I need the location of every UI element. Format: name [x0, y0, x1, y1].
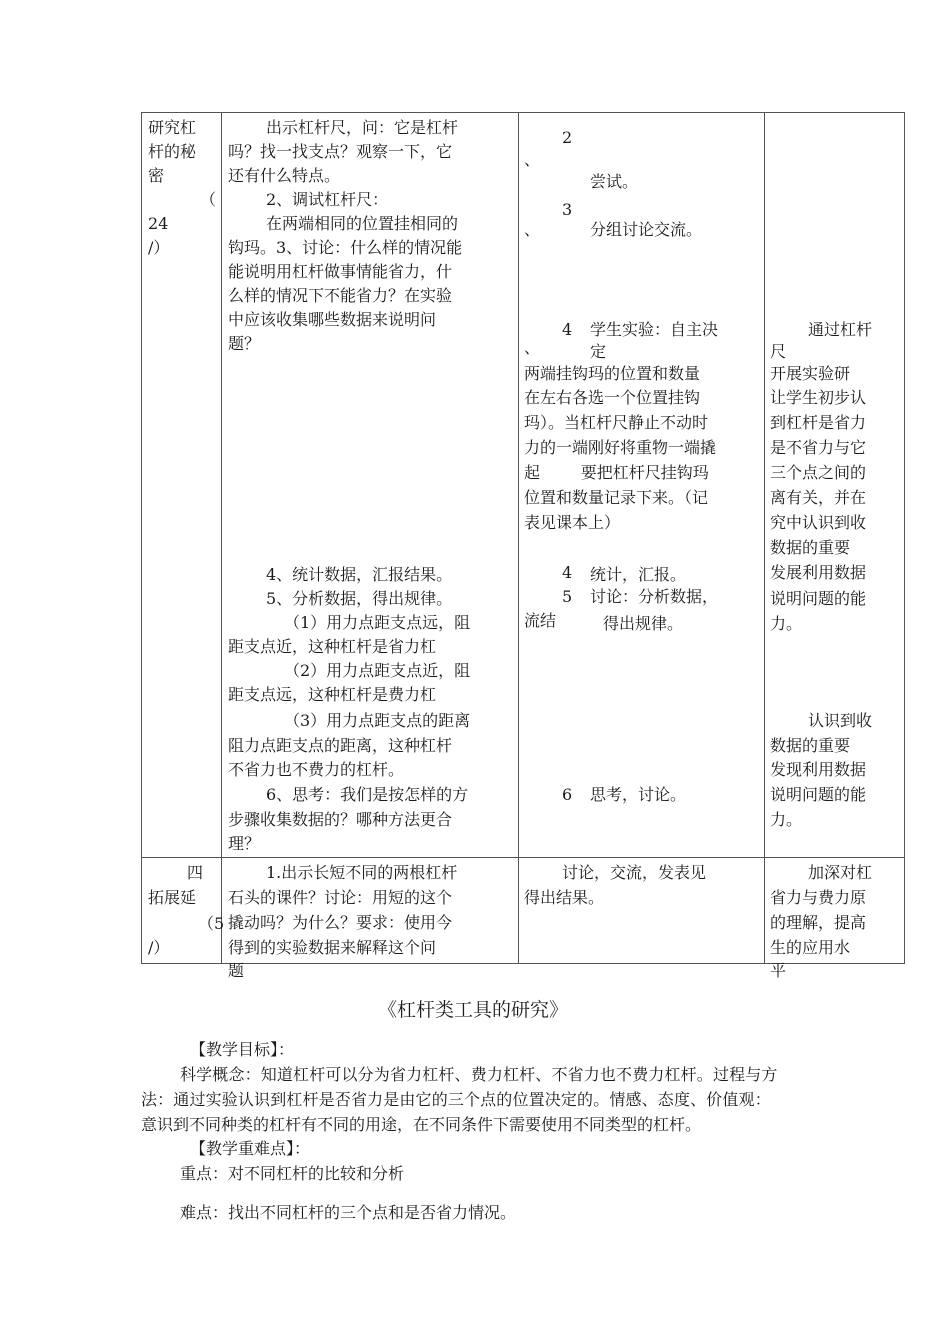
teacher-line: 2、调试杠杆尺：	[266, 190, 389, 209]
student-line: 在左右各选一个位置挂钩	[524, 388, 701, 407]
student-line: 分组讨论交流。	[590, 220, 703, 239]
intent-line: 加深对杠	[808, 863, 873, 882]
student-line: 尝试。	[590, 172, 639, 191]
goal-line: 意识到不同种类的杠杆有不同的用途，在不同条件下需要使用不同类型的杠杆。	[141, 1115, 702, 1134]
student-line: 力的一端刚好将重物一端撬	[524, 438, 717, 457]
intent-line: 数据的重要	[770, 538, 851, 557]
intent-line: 数据的重要	[770, 736, 851, 755]
step-number: 3	[562, 200, 573, 219]
goal-line: 科学概念：知道杠杆可以分为省力杠杆、费力杠杆、不省力也不费力杠杆。过程与方	[180, 1065, 778, 1084]
goal-line: 法：通过实验认识到杠杆是否省力是由它的三个点的位置决定的。情感、态度、价值观：	[141, 1090, 771, 1109]
table-right-border	[904, 112, 905, 964]
student-line: 讨论：分析数据，	[590, 587, 719, 606]
intent-line: 生的应用水	[770, 938, 851, 957]
teacher-line: （2）用力点距支点近，阻	[284, 661, 471, 680]
step-number: 4	[562, 563, 573, 582]
step-mark: 、	[524, 338, 541, 357]
table-left-border	[141, 112, 142, 964]
intent-line: 开展实验研	[770, 364, 851, 383]
intent-line: 是不省力与它	[770, 438, 867, 457]
stage-name-line: 四	[187, 863, 204, 882]
teacher-line: （1）用力点距支点远，阻	[284, 613, 471, 632]
teacher-line: 能说明用杠杆做事情能省力，什	[228, 262, 453, 281]
student-line: 流结	[524, 611, 557, 630]
time-paren: （	[200, 190, 217, 209]
teacher-line: 4、统计数据，汇报结果。	[266, 565, 453, 584]
intent-line: 究中认识到收	[770, 513, 867, 532]
teacher-line: 吗？找一找支点？观察一下，它	[228, 142, 453, 161]
step-number: 4	[562, 320, 573, 339]
student-line: 讨论，交流，发表见	[562, 863, 707, 882]
teacher-line: 出示杠杆尺，问：它是杠杆	[266, 118, 459, 137]
intent-line: 省力与费力原	[770, 888, 867, 907]
teacher-line: 理？	[228, 834, 261, 853]
teacher-line: 步骤收集数据的？哪种方法更合	[228, 810, 453, 829]
time-value: /）	[148, 238, 170, 257]
intent-line: 到杠杆是省力	[770, 413, 867, 432]
teacher-line: （3）用力点距支点的距离	[284, 711, 471, 730]
student-line: 得出规律。	[603, 614, 684, 633]
step-number: 2	[562, 128, 573, 147]
intent-line: 尺	[770, 342, 787, 361]
intent-line: 让学生初步认	[770, 388, 867, 407]
intent-line: 离有关，并在	[770, 488, 867, 507]
difficult-point: 难点：找出不同杠杆的三个点和是否省力情况。	[180, 1203, 517, 1222]
student-line: 起 要把杠杆尺挂钩玛	[524, 463, 709, 482]
teacher-line: 得到的实验数据来解释这个问	[228, 938, 437, 957]
teacher-line: 么样的情况下不能省力？在实验	[228, 286, 453, 305]
key-point: 重点：对不同杠杆的比较和分析	[180, 1164, 405, 1183]
table-col-divider-3	[764, 112, 765, 964]
teacher-line: 钩玛。3、讨论：什么样的情况能	[228, 238, 463, 257]
stage-name-line: 研究杠	[148, 118, 197, 137]
teacher-line: 撬动吗？为什么？要求：使用今	[228, 913, 453, 932]
intent-line: 发现利用数据	[770, 760, 867, 779]
student-line: 统计，汇报。	[590, 565, 687, 584]
intent-line: 的理解，提高	[770, 913, 867, 932]
student-line: 位置和数量记录下来。（记	[524, 488, 709, 507]
intent-line: 说明问题的能	[770, 589, 867, 608]
teacher-line: 阻力点距支点的距离，这种杠杆	[228, 736, 453, 755]
teacher-line: 不省力也不费力的杠杆。	[228, 760, 405, 779]
intent-line: 三个点之间的	[770, 463, 867, 482]
teacher-line: 6、思考：我们是按怎样的方	[266, 785, 469, 804]
teacher-line: 中应该收集哪些数据来说明问	[228, 310, 437, 329]
stage-name-line: 拓展延	[148, 888, 197, 907]
time-value: （5	[198, 914, 225, 933]
teacher-line: 题	[228, 961, 245, 980]
intent-line: 力。	[770, 810, 803, 829]
goal-heading: 【教学目标】：	[190, 1040, 295, 1059]
teacher-line: 题？	[228, 334, 261, 353]
table-col-divider-1	[221, 112, 222, 964]
key-heading: 【教学重难点】：	[190, 1139, 311, 1158]
step-mark: 、	[524, 220, 541, 239]
intent-line: 力。	[770, 614, 803, 633]
time-value: 24	[148, 214, 169, 233]
intent-line: 发展利用数据	[770, 563, 867, 582]
step-mark: 、	[524, 150, 541, 169]
document-title: 《杠杆类工具的研究》	[378, 999, 569, 1021]
student-line: 思考，讨论。	[590, 785, 687, 804]
student-line: 学生实验：自主决	[590, 320, 719, 339]
teacher-line: 距支点近，这种杠杆是省力杠	[228, 637, 437, 656]
teacher-line: 1.出示长短不同的两根杠杆	[266, 863, 458, 882]
intent-line: 通过杠杆	[808, 320, 873, 339]
stage-name-line: 密	[148, 166, 165, 185]
intent-line: 平	[770, 961, 787, 980]
student-line: 玛）。当杠杆尺静止不动时	[524, 413, 709, 432]
table-row-2	[0, 858, 950, 980]
step-number: 5	[562, 587, 573, 606]
time-value: /）	[148, 938, 170, 957]
stage-name-line: 杆的秘	[148, 142, 197, 161]
intent-line: 认识到收	[808, 711, 873, 730]
student-line: 定	[590, 342, 607, 361]
teacher-line: 距支点远，这种杠杆是费力杠	[228, 685, 437, 704]
intent-line: 说明问题的能	[770, 785, 867, 804]
table-bottom-border	[141, 963, 905, 964]
teacher-line: 5、分析数据，得出规律。	[266, 589, 453, 608]
teacher-line: 石头的课件？讨论：用短的这个	[228, 888, 453, 907]
teacher-line: 还有什么特点。	[228, 166, 341, 185]
table-col-divider-2	[518, 112, 519, 964]
student-line: 表见课本上）	[524, 513, 621, 532]
step-number: 6	[562, 785, 573, 804]
student-line: 得出结果。	[524, 888, 605, 907]
teacher-line: 在两端相同的位置挂相同的	[266, 214, 459, 233]
table-top-border	[141, 112, 905, 113]
student-line: 两端挂钩玛的位置和数量	[524, 364, 701, 383]
